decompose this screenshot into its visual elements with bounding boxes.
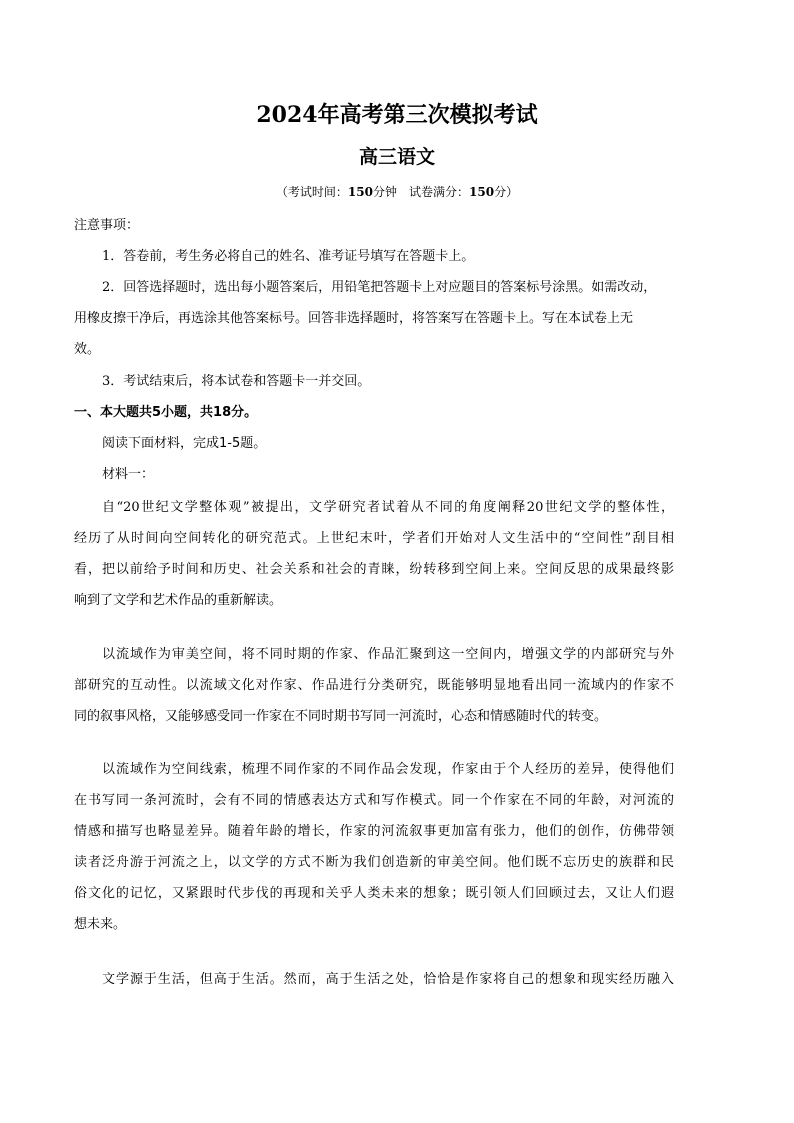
- exam-time-unit: 分钟 试卷满分：: [372, 185, 469, 199]
- paragraph-line: 俗文化的记忆，又紧跟时代步伐的再现和关乎人类未来的想象；既引领人们回顾过去，又让人们遐: [74, 886, 674, 901]
- exam-time: 150: [347, 185, 373, 199]
- notice-item: 3．考试结束后，将本试卷和答题卡一并交回。: [102, 374, 371, 389]
- exam-info: [0, 183, 794, 200]
- material-paragraph: [74, 964, 674, 995]
- notice-heading: 注意事项：: [74, 218, 140, 233]
- material-paragraph: [74, 639, 674, 732]
- paragraph-line: 响到了文学和艺术作品的重新解读。: [74, 593, 283, 608]
- paragraph-line: 自“20世纪文学整体观”被提出，文学研究者试着从不同的角度阐释20世纪文学的整体性，: [102, 500, 674, 515]
- material-paragraph: [74, 754, 674, 940]
- paragraph-line: 以流域作为空间线索，梳理不同作家的不同作品会发现，作家由于个人经历的差异，使得他们: [102, 762, 674, 777]
- paragraph-line: 看，把以前给予时间和历史、社会关系和社会的青睐，纷转移到空间上来。空间反思的成果最终影: [74, 562, 674, 577]
- subject-title: 高三语文: [358, 146, 435, 168]
- paragraph-line: 经历了从时间向空间转化的研究范式。上世纪末叶，学者们开始对人文生活中的“空间性”刮目相: [74, 531, 674, 546]
- paragraph-line: 情感和描写也略显差异。随着年龄的增长，作家的河流叙事更加富有张力，他们的创作，仿佛带领: [74, 824, 674, 839]
- paragraph-line: 以流域作为审美空间，将不同时期的作家、作品汇聚到这一空间内，增强文学的内部研究与外: [102, 647, 674, 662]
- paragraph-line: 部研究的互动性。以流域文化对作家、作品进行分类研究，既能够明显地看出同一流域内的作家不: [74, 678, 674, 693]
- notice-item: 2．回答选择题时，选出每小题答案后，用铅笔把答题卡上对应题目的答案标号涂黑。如需改动，: [102, 280, 657, 295]
- notice-item: 效。: [74, 342, 101, 357]
- notice-item: 用橡皮擦干净后，再选涂其他答案标号。回答非选择题时，将答案写在答题卡上。写在本试卷上无: [74, 311, 634, 326]
- material-paragraph: [74, 492, 674, 616]
- full-score-suffix: 分）: [494, 185, 519, 199]
- section-heading: 一、本大题共5小题，共18分。: [74, 405, 258, 420]
- paragraph-line: 同的叙事风格，又能够感受同一作家在不同时期书写同一河流时，心态和情感随时代的转变。: [74, 709, 608, 724]
- notice-item: 1．答卷前，考生务必将自己的姓名、准考证号填写在答题卡上。: [102, 249, 475, 264]
- exam-title: 2024年高考第三次模拟考试: [256, 102, 538, 128]
- paragraph-line: 想未来。: [74, 917, 127, 932]
- paragraph-line: 文学源于生活，但高于生活。然而，高于生活之处，恰恰是作家将自己的想象和现实经历融入: [102, 972, 674, 987]
- full-score: 150: [469, 185, 495, 199]
- material-label: 材料一：: [102, 467, 155, 482]
- paragraph-line: 读者泛舟游于河流之上，以文学的方式不断为我们创造新的审美空间。他们既不忘历史的族群和民: [74, 855, 674, 870]
- section-instruction: 阅读下面材料，完成1-5题。: [102, 436, 267, 451]
- paragraph-line: 在书写同一条河流时，会有不同的情感表达方式和写作模式。同一个作家在不同的年龄，对河流的: [74, 793, 674, 808]
- exam-info-prefix: （考试时间：: [275, 185, 348, 199]
